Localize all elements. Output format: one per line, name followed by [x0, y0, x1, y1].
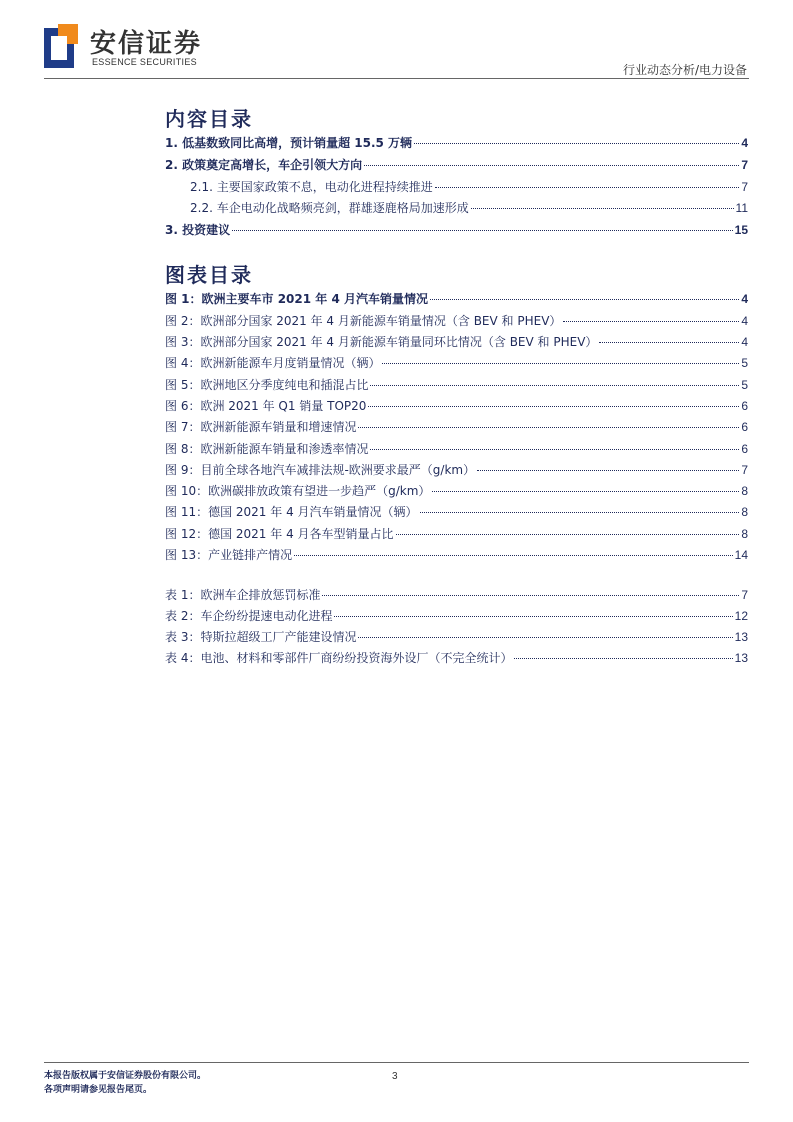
figure-entry-label: 图 6：欧洲 2021 年 Q1 销量 TOP20: [165, 399, 367, 413]
figure-entry[interactable]: [165, 333, 748, 350]
report-category: 行业动态分析/电力设备: [622, 63, 747, 77]
figure-entry[interactable]: [165, 503, 748, 520]
toc-entry[interactable]: [165, 221, 748, 238]
leader-dots: [370, 385, 739, 386]
figure-entry-label: 图 7：欧洲新能源车销量和增速情况: [165, 420, 357, 434]
table-entry[interactable]: [165, 649, 748, 666]
leader-dots: [358, 637, 732, 638]
toc-entry-page: 11: [735, 201, 748, 215]
header-divider: [44, 78, 749, 79]
figure-entry[interactable]: [165, 418, 748, 435]
figure-entry[interactable]: [165, 354, 748, 371]
footer-copyright: 本报告版权属于安信证券股份有限公司。: [44, 1071, 207, 1081]
leader-dots: [514, 658, 732, 659]
leader-dots: [471, 208, 734, 209]
logo-chinese-name: 安信证券: [90, 29, 203, 59]
figure-entry[interactable]: [165, 376, 748, 393]
essence-logo-icon: [44, 24, 78, 68]
toc-entry-label: 2. 政策奠定高增长，车企引领大方向: [165, 158, 363, 172]
figure-entry-label: 图 12：德国 2021 年 4 月各车型销量占比: [165, 527, 394, 541]
table-entry-page: 12: [734, 609, 748, 623]
table-entry-label: 表 4：电池、材料和零部件厂商纷纷投资海外设厂（不完全统计）: [165, 651, 513, 665]
table-entry-page: 7: [741, 588, 748, 602]
figure-entry-page: 6: [741, 399, 748, 413]
footer-divider: [44, 1062, 749, 1063]
table-entry[interactable]: [165, 628, 748, 645]
toc-entry-label: 1. 低基数致同比高增，预计销量超 15.5 万辆: [165, 136, 413, 150]
figure-entry-label: 图 5：欧洲地区分季度纯电和插混占比: [165, 378, 369, 392]
figure-entry-label: 图 2：欧洲部分国家 2021 年 4 月新能源车销量情况（含 BEV 和 PHEV）: [165, 314, 562, 328]
footer-disclaimer: [44, 1069, 206, 1097]
figure-entry[interactable]: [165, 312, 748, 329]
leader-dots: [232, 230, 733, 231]
page-header: [0, 0, 793, 80]
figure-entry-label: 图 11：德国 2021 年 4 月汽车销量情况（辆）: [165, 505, 418, 519]
figure-entry-page: 14: [734, 548, 748, 562]
leader-dots: [414, 143, 739, 144]
toc-entry-page: 7: [741, 158, 748, 172]
figure-entry-page: 5: [741, 356, 748, 370]
figure-entry-page: 7: [741, 463, 748, 477]
toc-entry[interactable]: [190, 199, 748, 216]
figure-entry-label: 图 10：欧洲碳排放政策有望进一步趋严（g/km）: [165, 484, 431, 498]
page-number: 3: [392, 1071, 398, 1082]
table-entry[interactable]: [165, 586, 748, 603]
table-entry-label: 表 2：车企纷纷提速电动化进程: [165, 609, 333, 623]
toc-entry-page: 15: [734, 223, 748, 237]
table-entry-label: 表 3：特斯拉超级工厂产能建设情况: [165, 630, 357, 644]
figure-entry[interactable]: [165, 525, 748, 542]
toc-entry[interactable]: [190, 178, 748, 195]
table-entry-page: 13: [734, 630, 748, 644]
figure-entry-page: 5: [741, 378, 748, 392]
leader-dots: [370, 449, 739, 450]
figure-entry-label: 图 9：目前全球各地汽车减排法规-欧洲要求最严（g/km）: [165, 463, 476, 477]
figure-entry[interactable]: [165, 482, 748, 499]
table-entry[interactable]: [165, 607, 748, 624]
figure-entry-label: 图 13：产业链排产情况: [165, 548, 293, 562]
toc-entry-label: 2.1. 主要国家政策不息，电动化进程持续推进: [190, 180, 433, 194]
leader-dots: [396, 534, 740, 535]
figure-entry-label: 图 8：欧洲新能源车销量和渗透率情况: [165, 442, 369, 456]
leader-dots: [322, 595, 739, 596]
figure-entry-label: 图 3：欧洲部分国家 2021 年 4 月新能源车销量同环比情况（含 BEV 和 PHEV）: [165, 335, 598, 349]
figure-entry-page: 6: [741, 420, 748, 434]
figure-entry-page: 8: [741, 484, 748, 498]
figure-entry-page: 4: [741, 335, 748, 349]
figure-entry-page: 4: [741, 314, 748, 328]
leader-dots: [477, 470, 739, 471]
toc-entry-page: 7: [741, 180, 748, 194]
figure-entry-label: 图 4：欧洲新能源车月度销量情况（辆）: [165, 356, 381, 370]
figure-entry-page: 8: [741, 505, 748, 519]
toc-entry[interactable]: [165, 134, 748, 151]
figure-entry[interactable]: [165, 440, 748, 457]
figure-entry-page: 8: [741, 527, 748, 541]
leader-dots: [563, 321, 739, 322]
figure-entry[interactable]: [165, 397, 748, 414]
figure-entry[interactable]: [165, 461, 748, 478]
leader-dots: [599, 342, 739, 343]
logo-english-name: ESSENCE SECURITIES: [92, 57, 197, 67]
leader-dots: [432, 491, 739, 492]
leader-dots: [382, 363, 739, 364]
footer-notice: 各项声明请参见报告尾页。: [44, 1085, 153, 1095]
leader-dots: [435, 187, 740, 188]
table-entry-page: 13: [734, 651, 748, 665]
toc-entry[interactable]: [165, 156, 748, 173]
leader-dots: [420, 512, 740, 513]
toc-entry-label: 3. 投资建议: [165, 223, 231, 237]
leader-dots: [430, 299, 739, 300]
leader-dots: [294, 555, 733, 556]
contents-title: 内容目录: [165, 107, 253, 131]
table-entry-label: 表 1：欧洲车企排放惩罚标准: [165, 588, 321, 602]
figure-entry[interactable]: [165, 290, 748, 307]
figure-entry-page: 4: [741, 292, 748, 306]
toc-entry-page: 4: [741, 136, 748, 150]
leader-dots: [368, 406, 739, 407]
leader-dots: [364, 165, 739, 166]
leader-dots: [358, 427, 739, 428]
leader-dots: [334, 616, 732, 617]
toc-entry-label: 2.2. 车企电动化战略频亮剑，群雄逐鹿格局加速形成: [190, 201, 469, 215]
figure-entry[interactable]: [165, 546, 748, 563]
figure-entry-label: 图 1：欧洲主要车市 2021 年 4 月汽车销量情况: [165, 292, 428, 306]
figures-title: 图表目录: [165, 263, 253, 287]
figure-entry-page: 6: [741, 442, 748, 456]
